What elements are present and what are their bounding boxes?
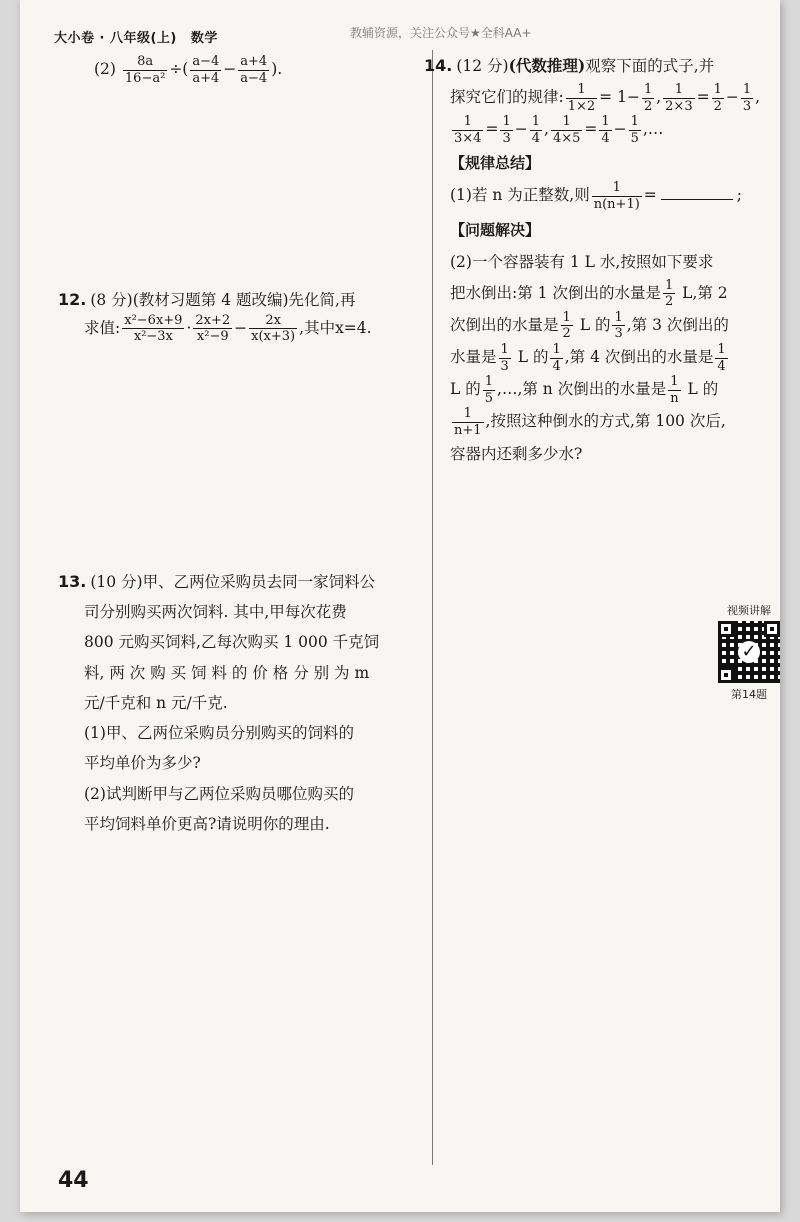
exam-page <box>20 0 780 1212</box>
frac-num: 1 <box>630 114 639 130</box>
frac-den: 2 <box>664 294 674 310</box>
fraction <box>715 342 727 374</box>
frac-den: 3×4 <box>454 130 482 146</box>
operator: = <box>584 120 598 139</box>
operator: = <box>485 120 499 139</box>
frac-den: x(x+3) <box>251 329 296 345</box>
frac-den: 4×5 <box>552 130 581 146</box>
qr-finder <box>764 621 780 637</box>
question-line: 容器内还剩多少水? <box>450 444 583 463</box>
frac-den: 3 <box>502 130 511 146</box>
question-text: L 的 <box>682 380 719 399</box>
question-line: (2)一个容器装有 1 L 水,按照如下要求 <box>450 252 714 271</box>
frac-den: 2 <box>562 326 571 342</box>
question-text: ,按照这种倒水的方式,第 100 次后, <box>485 412 726 431</box>
question-line: 平均单价为多少? <box>84 754 201 773</box>
qr-code-icon <box>718 621 780 683</box>
operator: ÷( <box>169 60 189 79</box>
checkmark-icon: ✓ <box>738 641 760 663</box>
frac-den: 4 <box>552 358 561 374</box>
frac-den: a+4 <box>192 70 220 86</box>
watermark-banner: 教辅资源，关注公众号★全科AA+ <box>350 26 532 40</box>
frac-num: 1 <box>668 374 680 391</box>
fraction <box>238 54 269 86</box>
operator: − <box>725 88 739 107</box>
qr-caption-top: 视频讲解 <box>727 604 771 617</box>
question-number: 12. <box>58 290 87 309</box>
q11-part2 <box>94 54 414 86</box>
subject-label: 数学 <box>190 31 218 46</box>
question-line: 平均饲料单价更高?请说明你的理由. <box>84 814 330 833</box>
question-line: 甲、乙两位采购员去同一家饲料公 <box>142 573 376 591</box>
frac-den: 4 <box>717 358 726 374</box>
question-text: 水量是 <box>450 348 497 367</box>
operator: − <box>234 318 248 337</box>
question-text: L 的 <box>574 315 611 334</box>
operator: − <box>223 60 237 79</box>
fraction <box>193 313 232 345</box>
operator: = 1− <box>599 88 640 107</box>
qr-finder <box>718 621 734 637</box>
fraction <box>499 342 511 374</box>
frac-den: 1×2 <box>567 98 596 114</box>
frac-den: 5 <box>484 390 494 406</box>
operator: − <box>514 120 528 139</box>
answer-blank[interactable] <box>661 185 733 200</box>
frac-den: 2 <box>643 98 653 114</box>
frac-num: 1 <box>601 114 610 130</box>
frac-den: 4 <box>531 130 540 146</box>
video-explanation-qr[interactable] <box>710 602 788 702</box>
points: (12 分) <box>456 57 509 75</box>
frac-num: 1 <box>713 82 722 97</box>
frac-den: n+1 <box>454 422 482 438</box>
question-text: ,…,第 n 次倒出的水量是 <box>497 380 667 399</box>
frac-num: 1 <box>552 341 561 357</box>
frac-num: 1 <box>566 82 597 99</box>
question-line: 料, 两 次 购 买 饲 料 的 价 格 分 别 为 m <box>84 663 370 682</box>
fraction <box>123 54 167 86</box>
frac-num: 1 <box>717 341 726 357</box>
question-line: 元/千克和 n 元/千克. <box>84 693 228 712</box>
frac-den: 3 <box>742 98 752 114</box>
fraction <box>551 114 582 146</box>
frac-den: 16−a² <box>124 70 166 86</box>
fraction <box>122 313 184 345</box>
frac-num: a−4 <box>192 54 220 69</box>
frac-num: 1 <box>502 114 511 130</box>
fraction <box>642 82 654 114</box>
frac-num: 1 <box>500 341 509 357</box>
question-tag: (教材习题第 4 题改编) <box>132 291 289 309</box>
question-line: 司分别购买两次饲料. 其中,甲每次花费 <box>84 603 347 622</box>
question-text: ,第 3 次倒出的 <box>626 315 729 334</box>
frac-num: 1 <box>484 374 494 390</box>
operator: = <box>696 88 710 107</box>
frac-num: 1 <box>664 277 674 293</box>
frac-den: 2×3 <box>665 98 693 114</box>
points: (10 分) <box>90 573 143 591</box>
fraction <box>712 82 724 114</box>
fraction <box>566 82 597 114</box>
question-line: 800 元购买饲料,乙每次购买 1 000 千克饲 <box>84 633 380 652</box>
fraction <box>741 82 753 114</box>
operator: , <box>755 88 761 107</box>
operator: = <box>643 186 657 205</box>
page-number: 44 <box>58 1168 89 1193</box>
qr-caption-bottom: 第14题 <box>731 688 767 701</box>
frac-num: 1 <box>663 82 694 99</box>
section-problem-solving: 【问题解决】 <box>450 220 541 239</box>
question-13 <box>58 566 428 839</box>
frac-den: x²−9 <box>196 329 229 345</box>
question-text: 观察下面的式子,并 <box>585 57 715 75</box>
frac-num: 1 <box>531 114 540 130</box>
page-header <box>54 27 218 47</box>
fraction <box>249 313 297 345</box>
question-text: ,第 4 次倒出的水量是 <box>564 348 714 367</box>
question-text: 把水倒出:第 1 次倒出的水量是 <box>450 283 661 302</box>
frac-num: 1 <box>562 309 571 325</box>
operator: − <box>613 120 627 139</box>
fraction <box>483 374 495 406</box>
operator: · <box>186 318 192 337</box>
frac-num: 1 <box>592 180 642 197</box>
question-line: (1)甲、乙两位采购员分别购买的饲料的 <box>84 724 354 743</box>
question-text: ,其中x=4. <box>299 318 372 337</box>
question-text: 求值: <box>84 318 121 337</box>
points: (8 分) <box>90 291 133 309</box>
frac-den: n <box>670 390 679 406</box>
fraction <box>629 114 641 146</box>
fraction <box>612 310 624 342</box>
frac-num: 1 <box>643 82 653 97</box>
frac-den: 3 <box>614 326 623 342</box>
frac-num: 1 <box>452 406 484 423</box>
question-text: L 的 <box>512 348 549 367</box>
operator: , <box>656 88 662 107</box>
frac-num: 1 <box>742 82 752 97</box>
frac-num: 2x <box>249 313 297 330</box>
fraction <box>599 114 611 146</box>
frac-num: a+4 <box>240 54 268 69</box>
operator: ,… <box>642 120 664 139</box>
book-title: 大小卷 · 八年级(上) <box>54 31 177 46</box>
question-text: 次倒出的水量是 <box>450 315 559 334</box>
fraction <box>561 310 573 342</box>
frac-num: 1 <box>614 309 623 325</box>
fraction <box>500 114 512 146</box>
frac-den: 4 <box>601 130 610 146</box>
question-text: 先化简,再 <box>288 291 356 309</box>
qr-finder <box>718 667 734 683</box>
question-number: 13. <box>58 572 87 591</box>
frac-den: 2 <box>713 98 722 114</box>
fraction <box>663 278 675 310</box>
question-tag: (代数推理) <box>508 56 586 75</box>
question-12 <box>58 288 428 345</box>
question-text: L 的 <box>450 380 481 399</box>
fraction <box>663 82 694 114</box>
operator: , <box>544 120 549 139</box>
question-text: L,第 2 <box>677 283 728 302</box>
fraction <box>452 114 483 146</box>
frac-den: a−4 <box>240 70 268 86</box>
frac-den: 3 <box>500 358 509 374</box>
frac-den: n(n+1) <box>593 196 640 212</box>
section-rule-summary: 【规律总结】 <box>450 154 541 173</box>
question-text: 探究它们的规律: <box>450 88 564 107</box>
frac-num: 2x+2 <box>195 312 231 328</box>
fraction <box>668 374 680 406</box>
fraction <box>190 54 221 86</box>
frac-num: 1 <box>551 114 582 131</box>
frac-num: 1 <box>452 114 483 131</box>
fraction <box>592 180 642 212</box>
frac-den: 5 <box>630 130 639 146</box>
question-line: (2)试判断甲与乙两位采购员哪位购买的 <box>84 784 354 803</box>
question-14 <box>424 50 774 470</box>
frac-num: x²−6x+9 <box>124 312 183 328</box>
fraction <box>452 406 484 438</box>
operator: ). <box>271 60 283 79</box>
question-number: 14. <box>424 56 453 75</box>
frac-num: 8a <box>123 54 167 71</box>
operator: ; <box>736 186 743 205</box>
question-text: (1)若 n 为正整数,则 <box>450 186 590 205</box>
q11-part-label: (2) <box>94 60 116 79</box>
fraction <box>530 114 542 146</box>
fraction <box>550 342 562 374</box>
frac-den: x²−3x <box>133 329 173 345</box>
